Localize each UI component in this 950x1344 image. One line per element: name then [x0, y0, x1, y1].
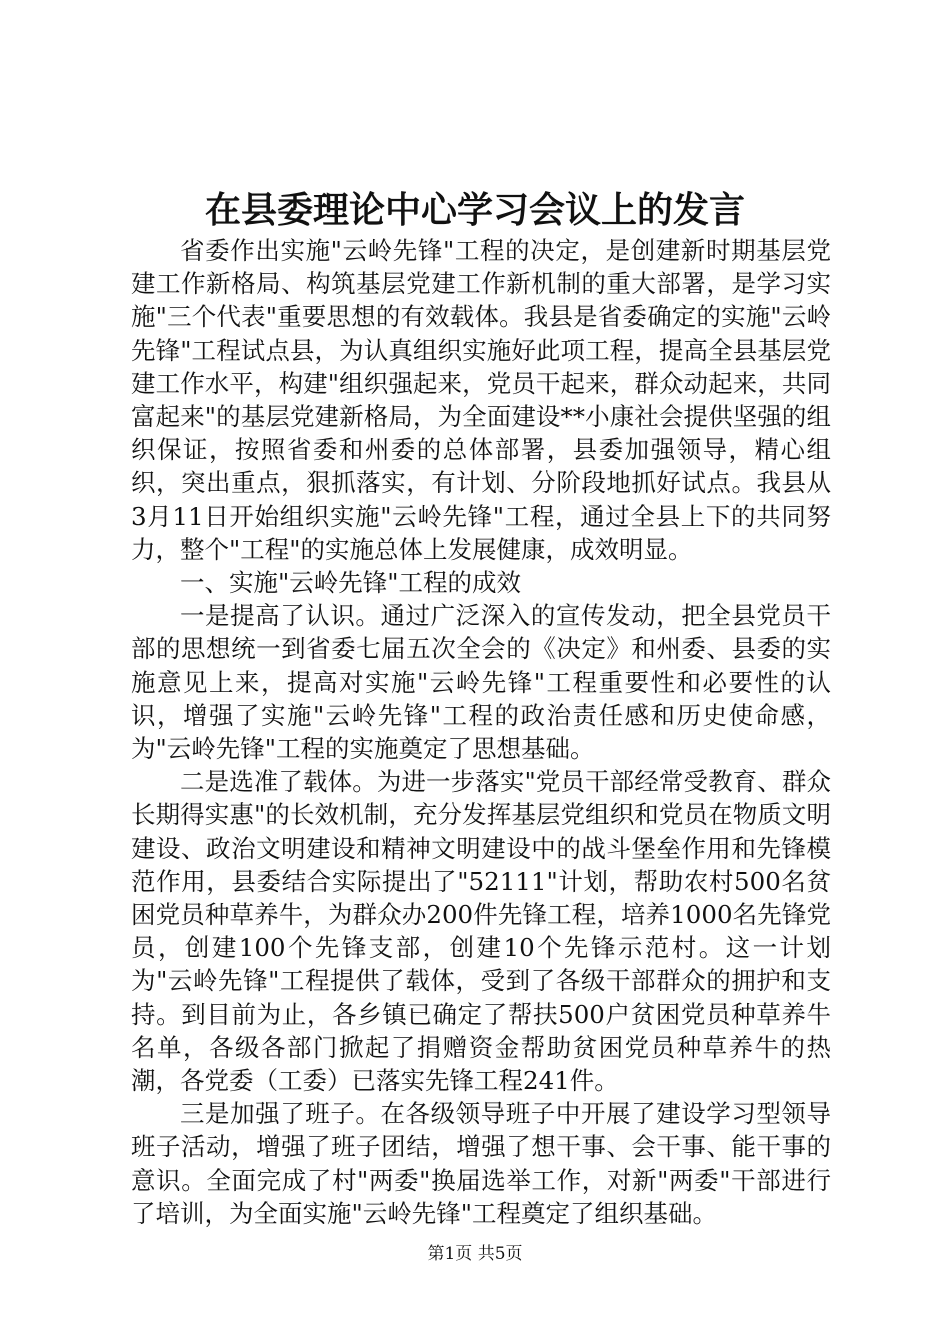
section-heading: 一、实施"云岭先锋"工程的成效: [180, 568, 522, 598]
paragraph-point-1: 一是提高了认识。通过广泛深入的宣传发动，把全县党员干部的思想统一到省委七届五次全会的《决定》和州委、县委的实施意见上来，提高对实施"云岭先锋"工程重要性和必要性的认识，增强了实施"云岭先锋"工程的政治责任感和历史使命感，为"云岭先锋"工程的实施奠定了思想基础。: [131, 601, 831, 764]
document-body: [131, 234, 831, 1230]
paragraph-point-3: 三是加强了班子。在各级领导班子中开展了建设学习型领导班子活动，增强了班子团结，增强了想干事、会干事、能干事的意识。全面完成了村"两委"换届选举工作，对新"两委"干部进行了培训，为全面实施"云岭先锋"工程奠定了组织基础。: [131, 1099, 831, 1228]
document-title: 在县委理论中心学习会议上的发言: [204, 189, 745, 231]
paragraph-intro: 省委作出实施"云岭先锋"工程的决定，是创建新时期基层党建工作新格局、构筑基层党建工作新机制的重大部署，是学习实施"三个代表"重要思想的有效载体。我县是省委确定的实施"云岭先锋"工程试点县，为认真组织实施好此项工程，提高全县基层党建工作水平，构建"组织强起来，党员干起来，群众动起来，共同富起来"的基层党建新格局，为全面建设**小康社会提供坚强的组织保证，按照省委和州委的总体部署，县委加强领导，精心组织，突出重点，狠抓落实，有计划、分阶段地抓好试点。我县从3月11日开始组织实施"云岭先锋"工程，通过全县上下的共同努力，整个"工程"的实施总体上发展健康，成效明显。: [131, 236, 831, 564]
page-number-footer: 第1页 共5页: [427, 1244, 523, 1264]
paragraph-point-2: 二是选准了载体。为进一步落实"党员干部经常受教育、群众长期得实惠"的长效机制，充分发挥基层党组织和党员在物质文明建设、政治文明建设和精神文明建设中的战斗堡垒作用和先锋模范作用，县委结合实际提出了"52111"计划，帮助农村500名贫困党员种草养牛，为群众办200件先锋工程，培养1000名先锋党员，创建100个先锋支部，创建10个先锋示范村。这一计划为"云岭先锋"工程提供了载体，受到了各级干部群众的拥护和支持。到目前为止，各乡镇已确定了帮扶500户贫困党员种草养牛名单，各级各部门掀起了捐赠资金帮助贫困党员种草养牛的热潮，各党委（工委）已落实先锋工程241件。: [131, 767, 831, 1096]
